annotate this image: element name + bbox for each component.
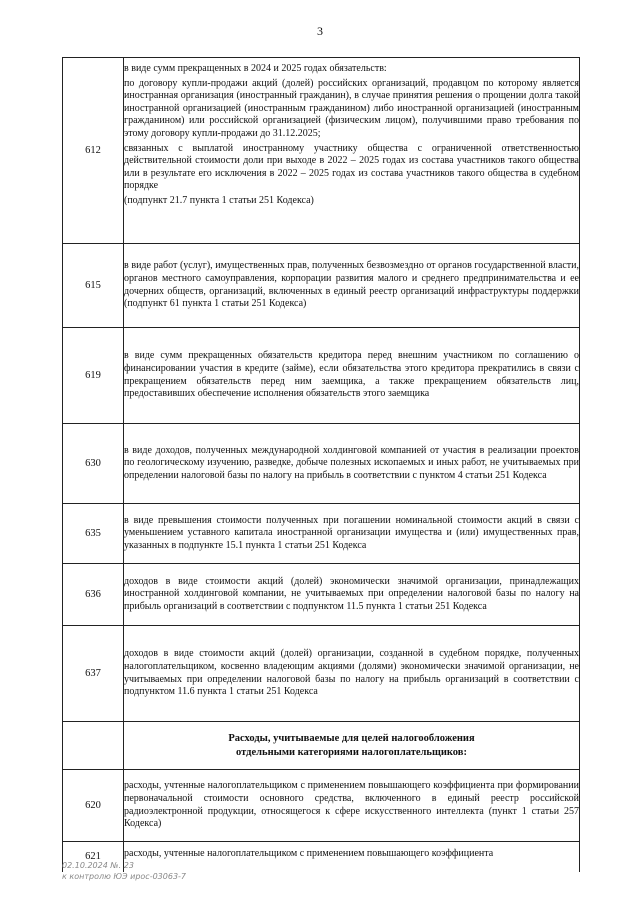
row-code: 636 <box>63 564 124 626</box>
description-paragraph: доходов в виде стоимости акций (долей) экономически значимой организации, принадлежащих иностранной холдинговой компании, не учитываемых при определении налоговой базы по налогу на прибыль организаций в соответствии с подпунктом 11.5 пункта 1 статьи 251 Кодекса <box>124 575 579 612</box>
row-code: 630 <box>63 424 124 504</box>
row-description <box>124 842 580 872</box>
row-description <box>124 328 580 424</box>
row-description <box>124 564 580 626</box>
description-paragraph: доходов в виде стоимости акций (долей) организации, созданной в судебном порядке, полученных налогоплательщиком, косвенно владеющим акциями (долями) экономически значимой организации, не учитываемых при определении налоговой базы по налогу на прибыль организаций в соответствии с подпунктом 11.6 пункта 1 статьи 251 Кодекса <box>124 648 579 698</box>
row-code: 612 <box>63 58 124 244</box>
row-description <box>124 770 580 842</box>
row-description <box>124 504 580 564</box>
section-heading-line: Расходы, учитываемые для целей налогообложения <box>228 732 475 744</box>
description-paragraph: в виде сумм прекращенных в 2024 и 2025 годах обязательств: <box>124 63 387 74</box>
table-row <box>63 504 580 564</box>
page-number: 3 <box>317 24 323 38</box>
description-paragraph: в виде доходов, полученных международной холдинговой компанией от участия в реализации проектов по геологическому изучению, разведке, добыче полезных ископаемых и иных работ, не учитываемых при определении налоговой базы по налогу на прибыль в соответствии с пунктом 4 статьи 251 Кодекса <box>124 444 579 481</box>
row-description <box>124 424 580 504</box>
row-code: 615 <box>63 244 124 328</box>
codes-table <box>62 57 580 872</box>
table-row <box>63 244 580 328</box>
footer-stamp <box>62 860 186 882</box>
description-paragraph: в виде сумм прекращенных обязательств кредитора перед внешним участником по соглашению о финансировании участия в кредите (займе), если обязательства этого кредитора прекратились в связи с прекращением обязательств перед ним заемщика, а также прекращением обязательств лиц, предоставивших обеспечение исполнения обязательств этого заемщика <box>124 350 579 400</box>
section-heading-row <box>63 722 580 770</box>
section-heading-line: отдельными категориями налогоплательщиков: <box>236 746 467 758</box>
table-row <box>63 424 580 504</box>
description-paragraph: в виде превышения стоимости полученных при погашении номинальной стоимости акций в связи с уменьшением уставного капитала иностранной организации имущества и (или) имущественных прав, указанных в подпункте 15.1 пункта 1 статьи 251 Кодекса <box>124 514 579 551</box>
footer-line: к контролю ЮЭ ирос-03063-7 <box>62 872 187 881</box>
description-paragraph: расходы, учтенные налогоплательщиком с применением повышающего коэффициента при формировании первоначальной стоимости основного средства, включенного в единый реестр российской радиоэлектронной продукции, относящегося к сфере искусственного интеллекта (пункт 1 статьи 257 Кодекса) <box>124 780 579 830</box>
row-description <box>124 626 580 722</box>
description-paragraph: связанных с выплатой иностранному участнику общества с ограниченной ответственностью действительной стоимости доли при выходе в 2022 – 2025 годах из состава участников такого общества или в результате его исключения в 2022 – 2025 годах из состава участников такого общества в судебном порядке <box>124 142 579 192</box>
row-description <box>124 244 580 328</box>
table-row <box>63 328 580 424</box>
row-code: 621 <box>63 842 124 872</box>
row-code: 635 <box>63 504 124 564</box>
description-paragraph: в виде работ (услуг), имущественных прав, полученных безвозмездно от органов государственной власти, органов местного самоуправления, корпорации развития малого и среднего предпринимательства и ее дочерних обществ, организаций, включенных в единый реестр организаций инфраструктуры поддержки (подпункт 61 пункта 1 статьи 251 Кодекса) <box>124 260 579 310</box>
section-heading <box>124 722 580 770</box>
description-paragraph: расходы, учтенные налогоплательщиком с применением повышающего коэффициента <box>124 848 494 859</box>
description-paragraph: (подпункт 21.7 пункта 1 статьи 251 Кодекса) <box>124 194 314 206</box>
table-row <box>63 770 580 842</box>
row-code: 620 <box>63 770 124 842</box>
description-paragraph: по договору купли-продажи акций (долей) российских организаций, продавцом по которому является иностранная организация (иностранный гражданин), в случае принятия решения о прощении долга такой иностранной организацией (иностранным гражданином) либо иностранной организацией (иностранным гражданином) или российской организацией (физическим лицом), получившими право требования по этому договору купли-продажи до 31.12.2025; <box>124 77 579 139</box>
table-row <box>63 564 580 626</box>
row-code: 637 <box>63 626 124 722</box>
table-row <box>63 58 580 244</box>
row-description <box>124 58 580 244</box>
footer-line: 02.10.2024 №. 23 <box>62 861 134 870</box>
empty-code-cell <box>63 722 124 770</box>
table-row <box>63 626 580 722</box>
row-code: 619 <box>63 328 124 424</box>
